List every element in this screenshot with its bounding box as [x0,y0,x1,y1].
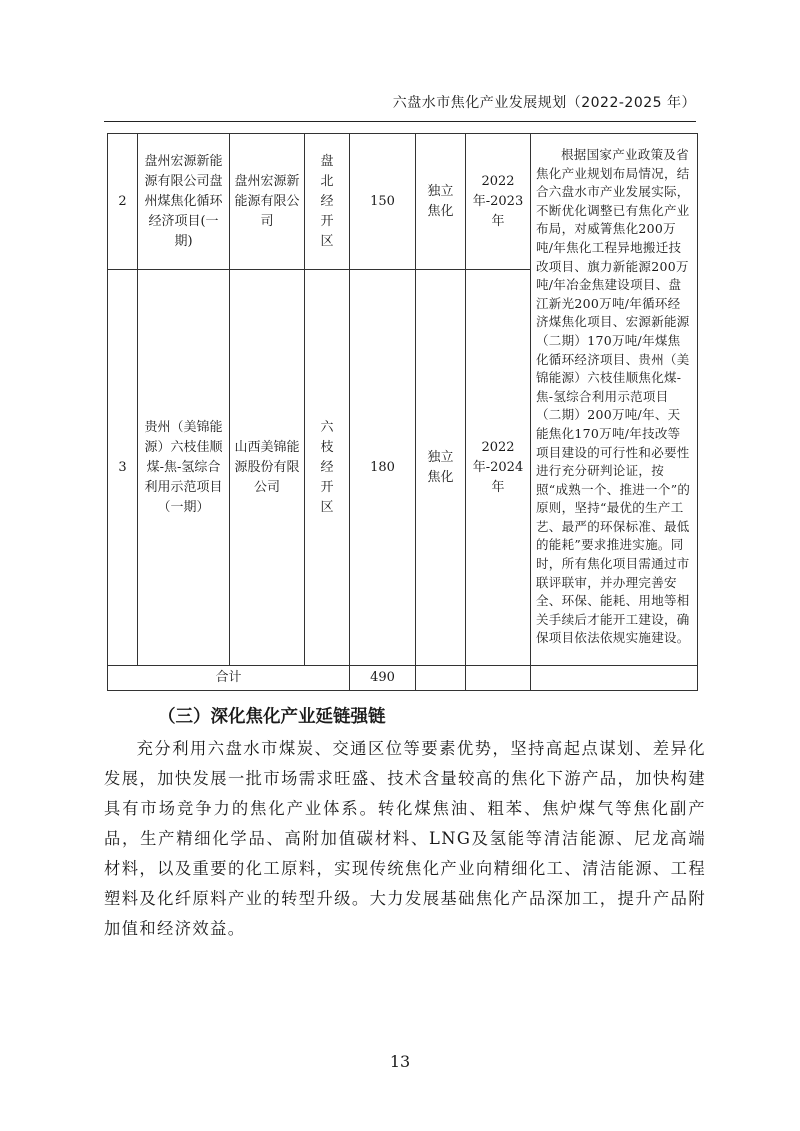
total-empty-cell [531,666,698,691]
total-value: 490 [350,666,416,691]
row-number: 2 [108,134,138,270]
total-empty-cell [466,666,531,691]
row-number: 3 [108,270,138,666]
table-row [108,134,698,270]
project-name: 盘州宏源新能源有限公司盘州煤焦化循环经济项目(一期) [138,134,230,270]
company-name: 山西美锦能源股份有限公司 [230,270,305,666]
page-number: 13 [389,1052,411,1071]
capacity: 150 [350,134,416,270]
construction-period: 2022 年-2024 年 [466,270,531,666]
header-rule [104,121,696,122]
page-header: 六盘水市焦化产业发展规划（2022-2025 年） [392,95,696,111]
project-table [107,133,698,691]
remarks-note: 根据国家产业政策及省焦化产业规划布局情况，结合六盘水市产业发展实际，不断优化调整已有焦化产业布局，对威箐焦化200万吨/年焦化工程异地搬迁技改项目、旗力新能源200万吨/年冶金焦建设项目、盘江新光200万吨/年循环经济煤焦化项目、宏源新能源（二期）170万吨/年煤焦化循环经济项目、贵州（美锦能源）六枝佳顺焦化煤-焦-氢综合利用示范项目（二期）200万吨/年、天能焦化170万吨/年技改等项目建设的可行性和必要性进行充分研判论证，按照“成熟一个、推进一个”的原则，坚持“最优的生产工艺、最严的环保标准、最低的能耗”要求推进实施。同时，所有焦化项目需通过市联评联审，并办理完善安全、环保、能耗、用地等相关手续后才能开工建设，确保项目依法依规实施建设。 [531,134,698,666]
construction-period: 2022 年-2023 年 [466,134,531,270]
company-name: 盘州宏源新能源有限公司 [230,134,305,270]
total-empty-cell [416,666,466,691]
location: 六枝经开区 [305,270,350,666]
capacity: 180 [350,270,416,666]
total-row [108,666,698,691]
total-label: 合计 [108,666,350,691]
section-title: （三）深化焦化产业延链强链 [158,707,386,727]
project-type: 独立焦化 [416,270,466,666]
location: 盘北经开区 [305,134,350,270]
project-type: 独立焦化 [416,134,466,270]
section-paragraph: 充分利用六盘水市煤炭、交通区位等要素优势，坚持高起点谋划、差异化发展，加快发展一批市场需求旺盛、技术含量较高的焦化下游产品，加快构建具有市场竞争力的焦化产业体系。转化煤焦油、粗苯、焦炉煤气等焦化副产品，生产精细化学品、高附加值碳材料、LNG及氢能等清洁能源、尼龙高端材料，以及重要的化工原料，实现传统焦化产业向精细化工、清洁能源、工程塑料及化纤原料产业的转型升级。大力发展基础焦化产品深加工，提升产品附加值和经济效益。 [104,739,706,938]
project-name: 贵州（美锦能源）六枝佳顺煤-焦-氢综合利用示范项目（一期） [138,270,230,666]
